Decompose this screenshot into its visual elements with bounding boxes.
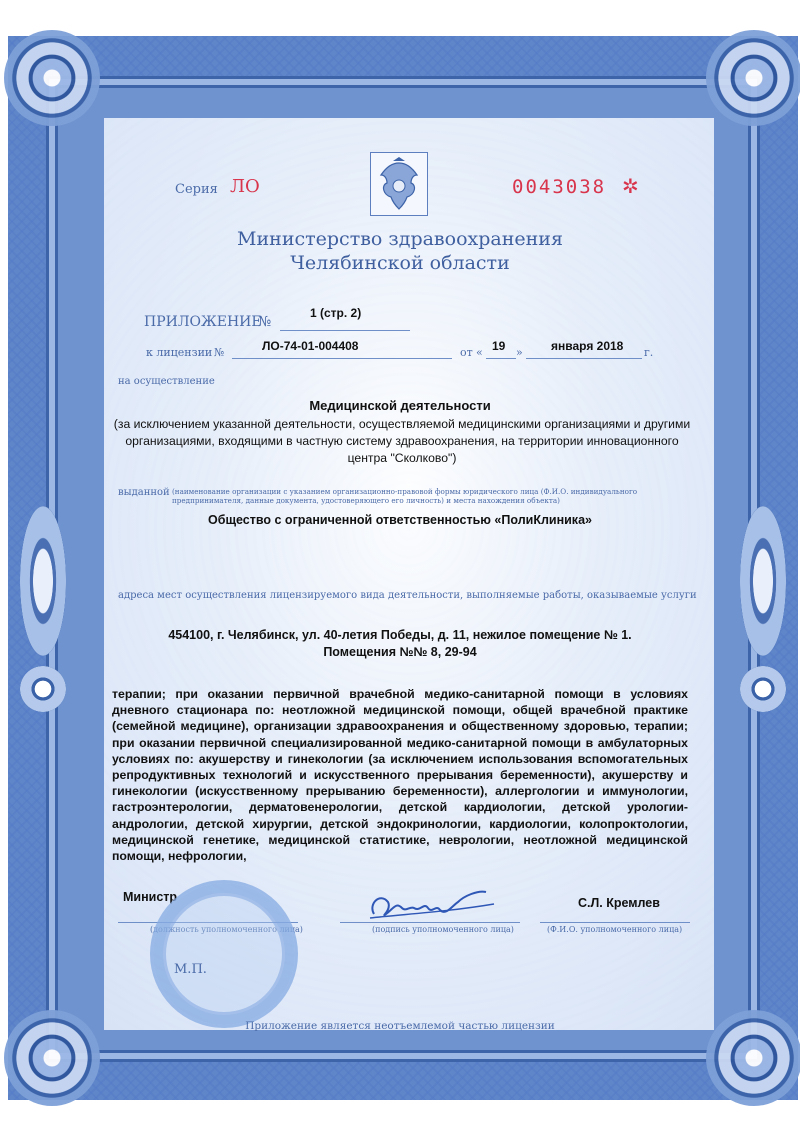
license-number-sign: № bbox=[214, 346, 225, 359]
side-ornament-icon bbox=[20, 506, 66, 656]
services-text: терапии; при оказании первичной врачебной медико-санитарной помощи в условиях дневного стационара по: неотложной медицинской помощи, общей врачебной практике (семейной медицине), организации здравоохранения и общественному здоровью, терапии; при оказании первичной специализированной медико-санитарной помощи в амбулаторных условиях по: акушерству и гинекологии (за исключением использования вспомогательных репродуктивных технологий и искусственного прерывания беременности), акушерству и гинекологии (искусственному прерыванию беременности), аллергологии и иммунологии, гастроэнтерологии, дерматовенерологии, детской кардиологии, детской урологии-андрологии, детской хирургии, детской эндокринологии, кардиологии, колопроктологии, медицинской генетике, медицинской статистике, неврологии, неотложной медицинской помощи, нефрологии, bbox=[112, 687, 688, 864]
address-line1: 454100, г. Челябинск, ул. 40-летия Победы, д. 11, нежилое помещение № 1. bbox=[168, 628, 632, 642]
signatory-position: Министр bbox=[123, 890, 178, 904]
organization-name: Общество с ограниченной ответственностью «ПолиКлиника» bbox=[208, 513, 592, 527]
ministry-region: Челябинской области bbox=[290, 252, 510, 274]
activity-description: (за исключением указанной деятельности, осуществляемой медицинскими организациями и другими организациями, входящими в частную систему здравоохранения, на территории инновационного центра "Сколково") bbox=[113, 417, 691, 465]
license-month-year: января 2018 bbox=[551, 339, 624, 353]
handwritten-signature bbox=[366, 884, 506, 930]
ministry-title: Министерство здравоохранения bbox=[237, 228, 563, 250]
series-label: Серия bbox=[175, 182, 218, 197]
activity-title: Медицинской деятельности bbox=[309, 398, 491, 413]
seal-label: М.П. bbox=[174, 962, 207, 977]
corner-ornament-icon bbox=[4, 30, 100, 126]
serial-number: 0043038 bbox=[512, 176, 607, 198]
signatory-name: С.Л. Кремлев bbox=[578, 896, 660, 910]
day-quote-close: » bbox=[516, 346, 523, 359]
corner-ornament-icon bbox=[706, 1010, 800, 1106]
corner-ornament-icon bbox=[4, 1010, 100, 1106]
official-seal-icon bbox=[150, 880, 298, 1028]
footer-note: Приложение является неотъемлемой частью лицензии bbox=[245, 1020, 555, 1032]
date-from-label: от bbox=[460, 346, 473, 359]
position-hint: (должность уполномоченного лица) bbox=[150, 925, 303, 934]
appendix-label: ПРИЛОЖЕНИЕ bbox=[144, 314, 262, 330]
issued-label: выданной bbox=[118, 487, 170, 498]
appendix-number: 1 (стр. 2) bbox=[310, 306, 362, 320]
side-ornament-icon bbox=[740, 506, 786, 656]
coat-of-arms-icon bbox=[370, 152, 428, 216]
year-suffix: г. bbox=[644, 346, 654, 359]
license-number: ЛО-74-01-004408 bbox=[262, 339, 359, 353]
license-label: к лицензии bbox=[146, 346, 213, 359]
corner-ornament-icon bbox=[706, 30, 800, 126]
serial-mark-icon: ✲ bbox=[622, 174, 639, 198]
issued-hint: (наименование организации с указанием организационно-правовой формы юридического лица (Ф.И.О. индивидуального предпринимателя, данные документа, удостоверяющего его личность) и места нахождения объекта) bbox=[172, 487, 638, 505]
day-quote-open: « bbox=[476, 346, 483, 359]
signature-hint: (подпись уполномоченного лица) bbox=[372, 925, 514, 934]
side-disc-icon bbox=[740, 666, 786, 712]
address-label: адреса мест осуществления лицензируемого вида деятельности, выполняемые работы, оказываемые услуги bbox=[118, 590, 697, 601]
side-disc-icon bbox=[20, 666, 66, 712]
series-value: ЛО bbox=[230, 176, 260, 197]
name-hint: (Ф.И.О. уполномоченного лица) bbox=[547, 925, 683, 934]
activity-label: на осуществление bbox=[118, 376, 215, 387]
address-line2: Помещения №№ 8, 29-94 bbox=[323, 645, 477, 659]
license-day: 19 bbox=[492, 339, 506, 353]
appendix-number-sign: № bbox=[258, 314, 272, 330]
